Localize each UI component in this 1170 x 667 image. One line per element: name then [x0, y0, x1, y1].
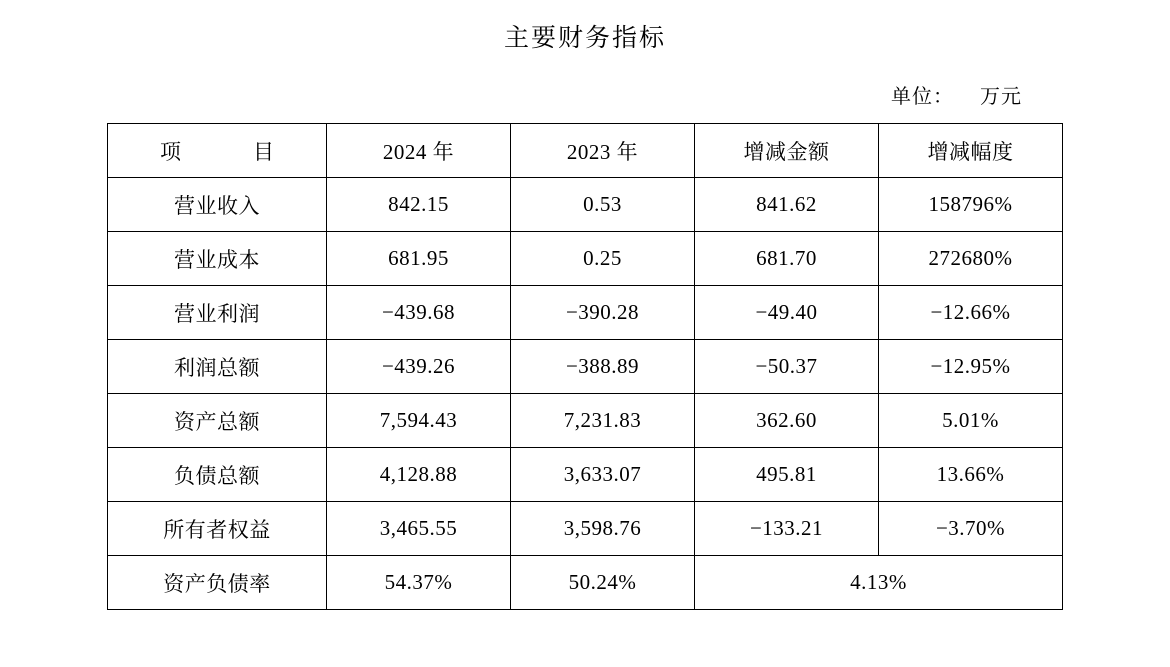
row-label: 所有者权益 [108, 502, 327, 556]
row-value-2023: 3,633.07 [511, 448, 695, 502]
row-value-2023: 3,598.76 [511, 502, 695, 556]
row-value-2023: 50.24% [511, 556, 695, 610]
row-value-2024: 842.15 [327, 178, 511, 232]
row-value-2024: 7,594.43 [327, 394, 511, 448]
row-value-2023: −388.89 [511, 340, 695, 394]
row-label: 利润总额 [108, 340, 327, 394]
unit-line [0, 80, 1170, 109]
row-change-amount: −133.21 [695, 502, 879, 556]
row-label: 营业成本 [108, 232, 327, 286]
row-value-2024: 4,128.88 [327, 448, 511, 502]
header-change-amount: 增减金额 [695, 124, 879, 178]
row-label: 资产总额 [108, 394, 327, 448]
row-change-amount: 841.62 [695, 178, 879, 232]
document-page [0, 18, 1170, 667]
row-value-2023: 0.25 [511, 232, 695, 286]
row-value-2024: 681.95 [327, 232, 511, 286]
row-value-2024: −439.26 [327, 340, 511, 394]
table-row [108, 178, 1063, 232]
row-change-rate: 158796% [879, 178, 1063, 232]
row-change-rate: 5.01% [879, 394, 1063, 448]
table-row [108, 448, 1063, 502]
row-change-amount: 681.70 [695, 232, 879, 286]
row-change-amount: 495.81 [695, 448, 879, 502]
page-title: 主要财务指标 [503, 25, 666, 52]
row-value-2023: 0.53 [511, 178, 695, 232]
header-2024: 2024 年 [327, 124, 511, 178]
table-row [108, 394, 1063, 448]
header-change-rate: 增减幅度 [879, 124, 1063, 178]
row-change-rate: 272680% [879, 232, 1063, 286]
table-row [108, 340, 1063, 394]
unit-label: 单位： [891, 86, 954, 108]
table-row-debt-ratio [108, 556, 1063, 610]
row-label: 营业利润 [108, 286, 327, 340]
row-label: 资产负债率 [108, 556, 327, 610]
row-change-amount: −49.40 [695, 286, 879, 340]
row-label: 营业收入 [108, 178, 327, 232]
row-change-rate: 13.66% [879, 448, 1063, 502]
row-value-2023: −390.28 [511, 286, 695, 340]
row-change-amount: 362.60 [695, 394, 879, 448]
table-header-row [108, 124, 1063, 178]
row-label: 负债总额 [108, 448, 327, 502]
header-2023: 2023 年 [511, 124, 695, 178]
row-change-rate: −3.70% [879, 502, 1063, 556]
row-value-2024: −439.68 [327, 286, 511, 340]
row-change-merged: 4.13% [695, 556, 1063, 610]
row-value-2024: 54.37% [327, 556, 511, 610]
table-row [108, 232, 1063, 286]
row-change-amount: −50.37 [695, 340, 879, 394]
table-row [108, 502, 1063, 556]
row-change-rate: −12.66% [879, 286, 1063, 340]
row-value-2024: 3,465.55 [327, 502, 511, 556]
unit-value: 万元 [980, 86, 1022, 108]
financial-indicators-table [107, 123, 1063, 610]
table-row [108, 286, 1063, 340]
row-change-rate: −12.95% [879, 340, 1063, 394]
row-value-2023: 7,231.83 [511, 394, 695, 448]
header-item: 项 目 [108, 124, 327, 178]
